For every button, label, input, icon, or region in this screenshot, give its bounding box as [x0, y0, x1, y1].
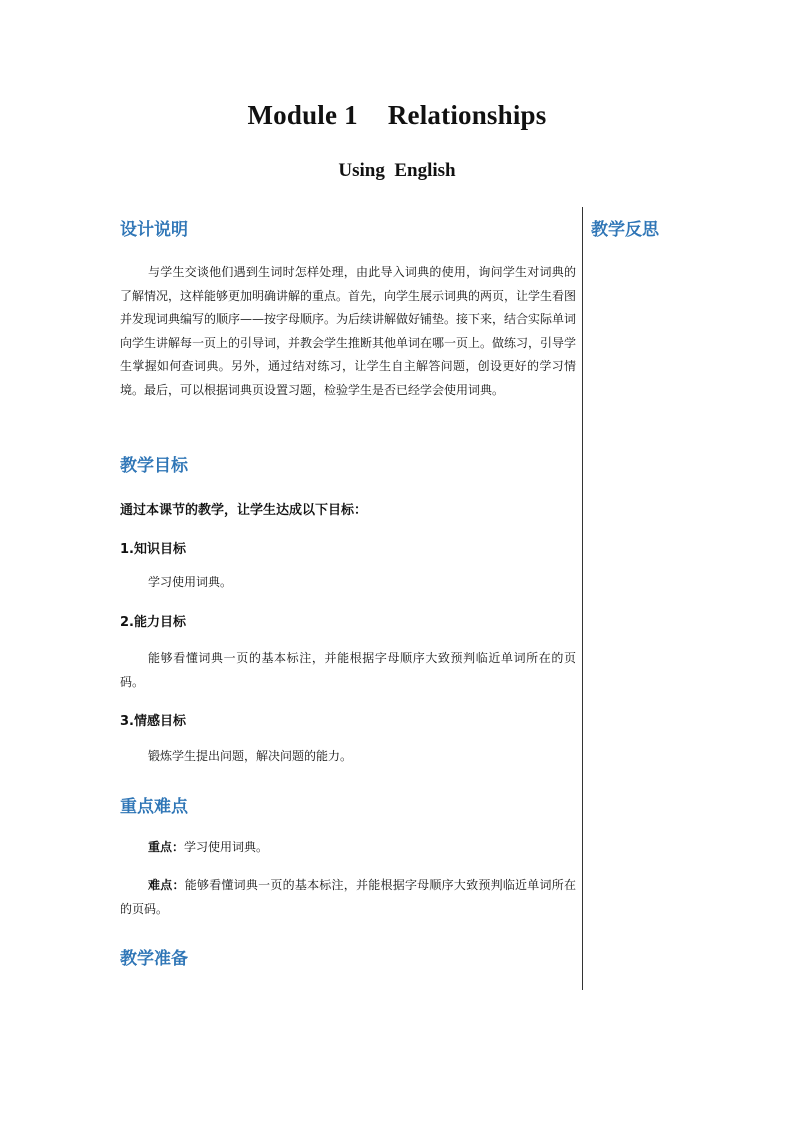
- keypoints-heading: 重点难点: [120, 797, 188, 817]
- goal-knowledge-label: 1.知识目标: [120, 542, 186, 557]
- design-heading: 设计说明: [120, 220, 188, 240]
- document-subtitle: Using English: [338, 160, 456, 181]
- reflection-heading: 教学反思: [591, 220, 659, 240]
- prep-heading: 教学准备: [120, 949, 188, 969]
- goals-lead: 通过本课节的教学，让学生达成以下目标：: [120, 503, 368, 518]
- goal-ability-text: 能够看懂词典一页的基本标注，并能根据字母顺序大致预判临近单词所在的页码。: [120, 651, 576, 689]
- document-title: [0, 100, 794, 131]
- goal-emotion-label: 3.情感目标: [120, 714, 186, 729]
- column-divider: [582, 207, 583, 990]
- design-paragraph: 与学生交谈他们遇到生词时怎样处理，由此导入词典的使用，询问学生对词典的了解情况，这样能够更加明确讲解的重点。首先，向学生展示词典的两页，让学生看图并发现词典编写的顺序——按字母顺序。为后续讲解做好铺垫。接下来，结合实际单词向学生讲解每一页上的引导词，并教会学生推断其他单词在哪一页上。做练习，引导学生掌握如何查词典。另外，通过结对练习，让学生自主解答问题，创设更好的学习情境。最后，可以根据词典页设置习题，检验学生是否已经学会使用词典。: [120, 265, 577, 397]
- difficult-point: [120, 874, 576, 921]
- goal-emotion-text: 锻炼学生提出问题，解决问题的能力。: [148, 749, 353, 763]
- difficult-point-text: 能够看懂词典一页的基本标注，并能根据字母顺序大致预判临近单词所在的页码。: [120, 878, 576, 916]
- key-point-text: 学习使用词典。: [184, 840, 269, 854]
- goals-heading: 教学目标: [120, 456, 188, 476]
- module-name: Relationships: [387, 100, 547, 130]
- key-point-label: 重点：: [148, 840, 185, 854]
- key-point: [120, 836, 576, 860]
- goal-knowledge-text: 学习使用词典。: [148, 575, 233, 589]
- difficult-point-label: 难点：: [148, 878, 185, 892]
- module-number: Module 1: [247, 100, 358, 130]
- goal-ability-label: 2.能力目标: [120, 615, 186, 630]
